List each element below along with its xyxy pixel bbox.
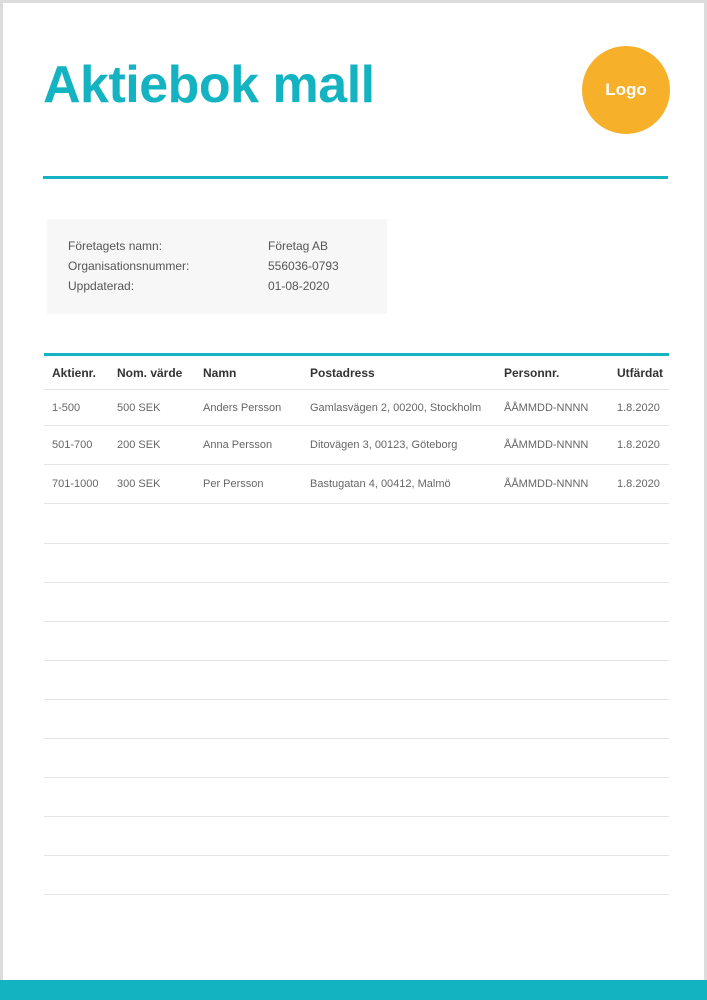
table-row <box>44 465 669 504</box>
company-name-label: Företagets namn: <box>68 239 163 253</box>
empty-table-line <box>44 621 669 622</box>
empty-table-line <box>44 816 669 817</box>
header-share-number: Aktienr. <box>44 356 109 390</box>
company-name-value: Företag AB <box>268 239 329 253</box>
cell-nominal-value: 200 SEK <box>109 426 195 465</box>
empty-table-line <box>44 660 669 661</box>
logo-label: Logo <box>605 80 647 99</box>
cell-issued: 1.8.2020 <box>609 390 669 426</box>
cell-personal-number: ÅÅMMDD-NNNN <box>496 465 609 504</box>
updated-value: 01-08-2020 <box>268 279 330 293</box>
cell-issued: 1.8.2020 <box>609 465 669 504</box>
cell-address: Bastugatan 4, 00412, Malmö <box>302 465 496 504</box>
cell-share-number: 501-700 <box>44 426 109 465</box>
cell-name: Anna Persson <box>195 426 302 465</box>
empty-table-line <box>44 543 669 544</box>
org-number-value: 556036-0793 <box>268 259 339 273</box>
share-table <box>44 356 669 504</box>
document-title: Aktiebok mall <box>43 56 375 114</box>
header-address: Postadress <box>302 356 496 390</box>
empty-table-line <box>44 855 669 856</box>
cell-personal-number: ÅÅMMDD-NNNN <box>496 390 609 426</box>
cell-share-number: 1-500 <box>44 390 109 426</box>
cell-address: Ditovägen 3, 00123, Göteborg <box>302 426 496 465</box>
cell-name: Anders Persson <box>195 390 302 426</box>
table-row <box>44 390 669 426</box>
table-header-row <box>44 356 669 390</box>
empty-table-line <box>44 582 669 583</box>
cell-issued: 1.8.2020 <box>609 426 669 465</box>
cell-nominal-value: 500 SEK <box>109 390 195 426</box>
empty-table-line <box>44 777 669 778</box>
cell-share-number: 701-1000 <box>44 465 109 504</box>
header-personal-number: Personnr. <box>496 356 609 390</box>
empty-table-line <box>44 738 669 739</box>
empty-table-line <box>44 894 669 895</box>
cell-personal-number: ÅÅMMDD-NNNN <box>496 426 609 465</box>
org-number-row <box>68 259 387 279</box>
header-name: Namn <box>195 356 302 390</box>
share-register-table <box>44 353 669 504</box>
header-issued: Utfärdat <box>609 356 669 390</box>
title-divider <box>43 176 668 179</box>
company-name-row <box>68 239 387 259</box>
cell-nominal-value: 300 SEK <box>109 465 195 504</box>
footer-accent-bar <box>0 980 707 1000</box>
header-nominal-value: Nom. värde <box>109 356 195 390</box>
updated-row <box>68 279 387 299</box>
cell-name: Per Persson <box>195 465 302 504</box>
cell-address: Gamlasvägen 2, 00200, Stockholm <box>302 390 496 426</box>
company-info-box <box>47 219 387 314</box>
table-row <box>44 426 669 465</box>
empty-table-line <box>44 699 669 700</box>
updated-label: Uppdaterad: <box>68 279 135 293</box>
logo-placeholder <box>582 46 670 134</box>
org-number-label: Organisationsnummer: <box>68 259 190 273</box>
